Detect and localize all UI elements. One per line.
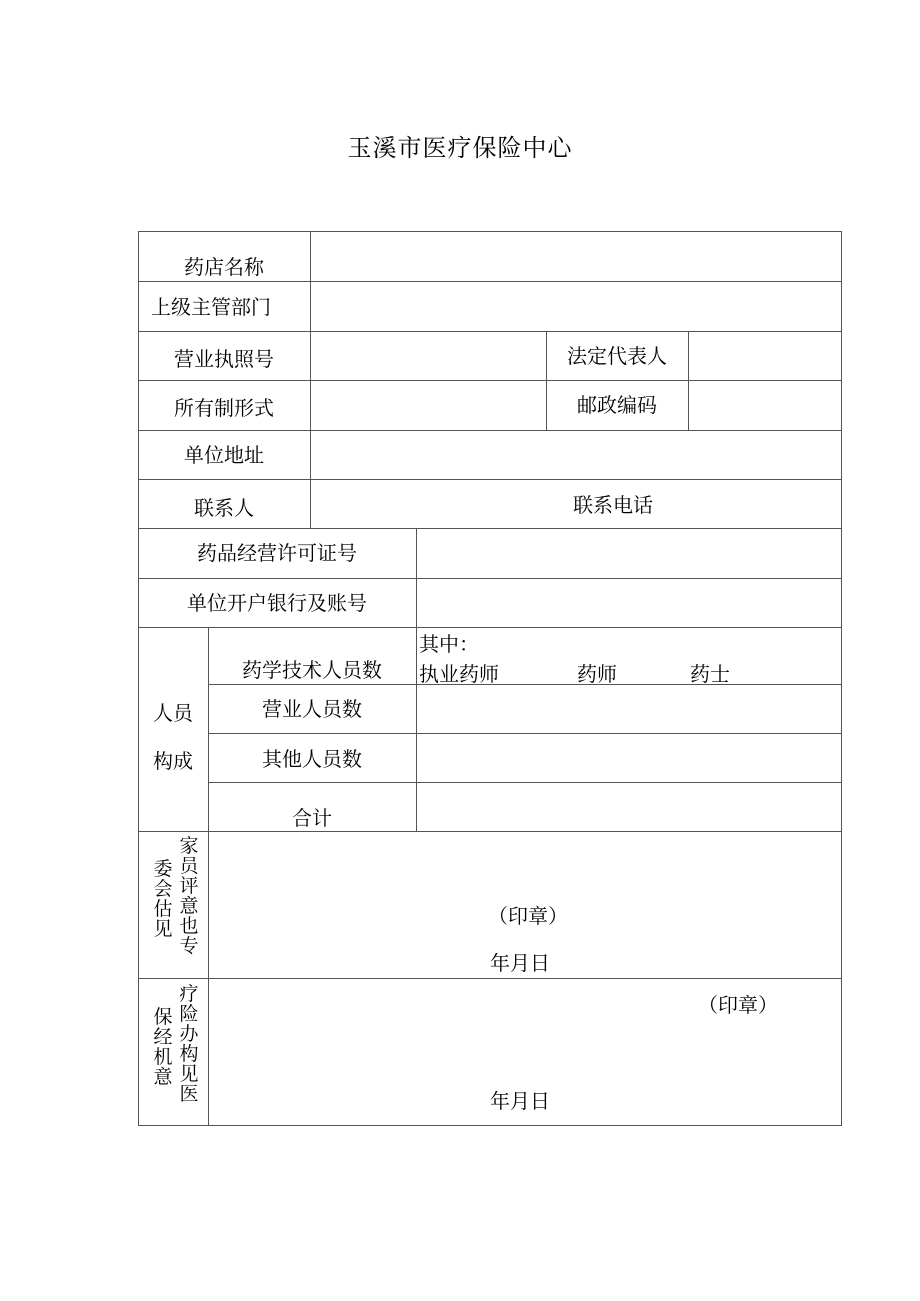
licensed-pharmacist-label: 执业药师 <box>419 662 499 686</box>
row-border <box>138 380 842 381</box>
agency-opinion-label-col1: 保 经 机 意 <box>153 1006 173 1088</box>
pharmacist-label: 药师 <box>577 662 617 686</box>
row-border <box>208 733 842 734</box>
column-border <box>416 528 417 831</box>
staff-group-label-line1: 人员 <box>153 701 193 725</box>
expert-seal-text: （印章） <box>488 904 568 928</box>
agency-opinion-label-col2: 疗 险 办 构 见 医 <box>179 983 199 1105</box>
column-border <box>841 231 842 1126</box>
expert-opinion-label-col2: 家 员 评 意 也 专 <box>179 835 199 957</box>
pharmacy-name-label: 药店名称 <box>184 255 264 279</box>
expert-opinion-label-col1: 委 会 估 见 <box>153 858 173 940</box>
document-title: 玉溪市医疗保险中心 <box>347 134 573 162</box>
postal-code-label: 邮政编码 <box>577 393 657 417</box>
row-border <box>138 978 842 979</box>
address-label: 单位地址 <box>184 443 264 467</box>
row-border <box>208 684 842 685</box>
ownership-label: 所有制形式 <box>174 396 274 420</box>
application-form <box>138 231 842 1126</box>
agency-date-text: 年月日 <box>490 1089 550 1113</box>
row-border <box>138 528 842 529</box>
row-border <box>138 231 842 232</box>
row-border <box>138 578 842 579</box>
row-border <box>208 782 842 783</box>
drug-permit-label: 药品经营许可证号 <box>197 541 357 565</box>
column-border <box>688 331 689 430</box>
phone-label: 联系电话 <box>573 493 653 517</box>
contact-label: 联系人 <box>194 496 254 520</box>
row-border <box>138 479 842 480</box>
row-border <box>138 331 842 332</box>
column-border <box>310 231 311 528</box>
business-license-label: 营业执照号 <box>174 347 274 371</box>
other-count-label: 其他人员数 <box>262 747 362 771</box>
supervisor-dept-label: 上级主管部门 <box>151 295 271 319</box>
legal-rep-label: 法定代表人 <box>567 344 667 368</box>
pharm-tech-count-label: 药学技术人员数 <box>242 658 382 682</box>
expert-date-text: 年月日 <box>490 951 550 975</box>
among-label: 其中： <box>419 632 479 656</box>
total-label: 合计 <box>292 806 332 830</box>
row-border <box>138 1125 842 1126</box>
agency-seal-text: （印章） <box>698 993 778 1017</box>
row-border <box>138 627 842 628</box>
row-border <box>138 430 842 431</box>
bank-account-label: 单位开户银行及账号 <box>187 591 367 615</box>
row-border <box>138 831 842 832</box>
sales-count-label: 营业人员数 <box>262 697 362 721</box>
row-border <box>138 281 842 282</box>
staff-group-label-line2: 构成 <box>153 749 193 773</box>
pharmacy-assistant-label: 药士 <box>690 662 730 686</box>
